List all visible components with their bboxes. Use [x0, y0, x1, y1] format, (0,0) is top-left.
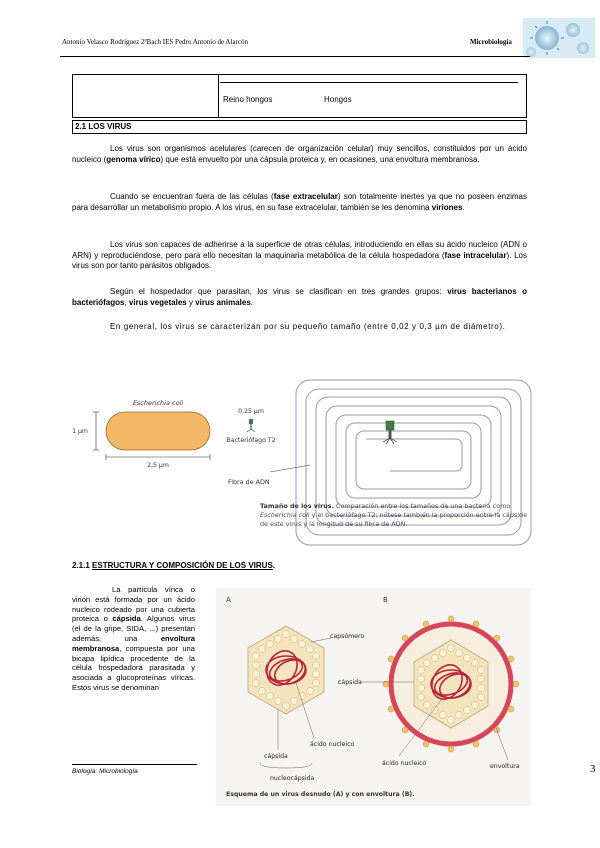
panel-a-label: A — [226, 596, 231, 604]
subsection-title: 2.1.1 ESTRUCTURA Y COMPOSICIÓN DE LOS VIRUS. — [72, 561, 276, 570]
acido-nucleico-b: ácido nucleico — [382, 760, 427, 767]
virus-structure-figure — [216, 588, 531, 806]
table-row-divider — [220, 82, 518, 83]
header-subject: Microbiología — [470, 38, 512, 46]
table-column-divider — [218, 74, 219, 118]
figure2-caption: Esquema de un virus desnudo (A) y con envoltura (B). — [226, 791, 415, 798]
paragraph-5: En general, los virus se caracterizan por su pequeño tamaño (entre 0,02 y 0,3 µm de diámetro). — [110, 322, 506, 331]
capsida-bottom-label: cápsida — [264, 753, 288, 760]
footer-divider — [72, 764, 197, 765]
footer-text: Biología: Microbiología — [72, 768, 138, 775]
paragraph-4: Según el hospedador que parasitan, los virus se clasifican en tres grandes grupos: virus bacterianos o bacteriófagos, virus vegetales y virus animales. — [72, 287, 527, 307]
height-label: 1 µm — [72, 428, 88, 435]
paragraph-2: Cuando se encuentran fuera de las células (fase extracelular) son totalmente inertes ya que no poseen enzimas para desarrollar un metabolismo propio. A los virus, en su fase extracelular, también se les denomina viriones. — [72, 192, 527, 212]
page-number: 3 — [590, 763, 596, 775]
section-title-box — [72, 120, 527, 134]
naked-virus — [248, 626, 324, 714]
dna-label: Fibra de ADN — [228, 478, 270, 486]
nucleocapsida-label: nucleocápsida — [270, 775, 315, 782]
table-cell-kingdom: Reino hongos — [223, 95, 273, 104]
header-virus-image — [523, 18, 595, 58]
phage-size-label: 0,25 µm — [238, 408, 264, 415]
virion-description: La partícula vírica o virión está formada por un ácido nucleico rodeado por una cubierta proteica o cápsida. Algunos virus (el de la gripe, SIDA, ...) presentan además, una envoltura membranosa, compuesta por una bicapa lipídica procedente de la célula hospedadora parasitada y asociada a glucoproteínas víricas. Estos virus se denominan — [72, 585, 195, 692]
width-label: 2,5 µm — [147, 462, 169, 469]
header-author: Antonio Velasco Rodríguez 2ºBach IES Pedro Antonio de Alarcón — [62, 38, 248, 46]
capsomero-label: capsómero — [330, 633, 365, 640]
enveloped-virus — [383, 616, 519, 752]
panel-b-label: B — [383, 596, 388, 604]
header-divider — [60, 56, 530, 57]
envoltura-label: envoltura — [490, 763, 520, 770]
section-title: 2.1 LOS VIRUS — [75, 122, 132, 131]
figure1-caption: Tamaño de los virus. Comparación entre los tamaños de una bacteria como Escherichia coli y el bacteriófago T2; nótese también la proporción entre la cápside de este virus y la longitud de su fibra de ADN. — [260, 502, 528, 528]
table-cell-group: Hongos — [324, 95, 352, 104]
capsida-label-b: cápsida — [338, 679, 362, 686]
classification-table — [72, 74, 527, 118]
phage-large-icon — [383, 421, 397, 444]
paragraph-1: Los virus son organismos acelulares (carecen de organización celular) muy sencillos, constituidos por un ácido nucleico (genoma vírico) que está envuelto por una cápsula proteica y, en ocasiones, una envoltura membranosa. — [72, 144, 527, 164]
bacteria-shape — [106, 412, 210, 450]
bacteria-label: Escherichia coli — [132, 399, 184, 407]
paragraph-3: Los virus son capaces de adherirse a la superficie de otras células, introduciendo en ellas su ácido nucleico (ADN o ARN) y reproduciéndose, pero para ello necesitan la maquinaria metabólica de la célula hospedadora (fase intracelular). Los virus son por tanto parásitos obligados. — [72, 240, 527, 270]
acido-nucleico-a: ácido nucleico — [310, 741, 355, 748]
phage-small-icon — [247, 419, 255, 432]
phage-label: Bacteriófago T2 — [226, 437, 276, 444]
